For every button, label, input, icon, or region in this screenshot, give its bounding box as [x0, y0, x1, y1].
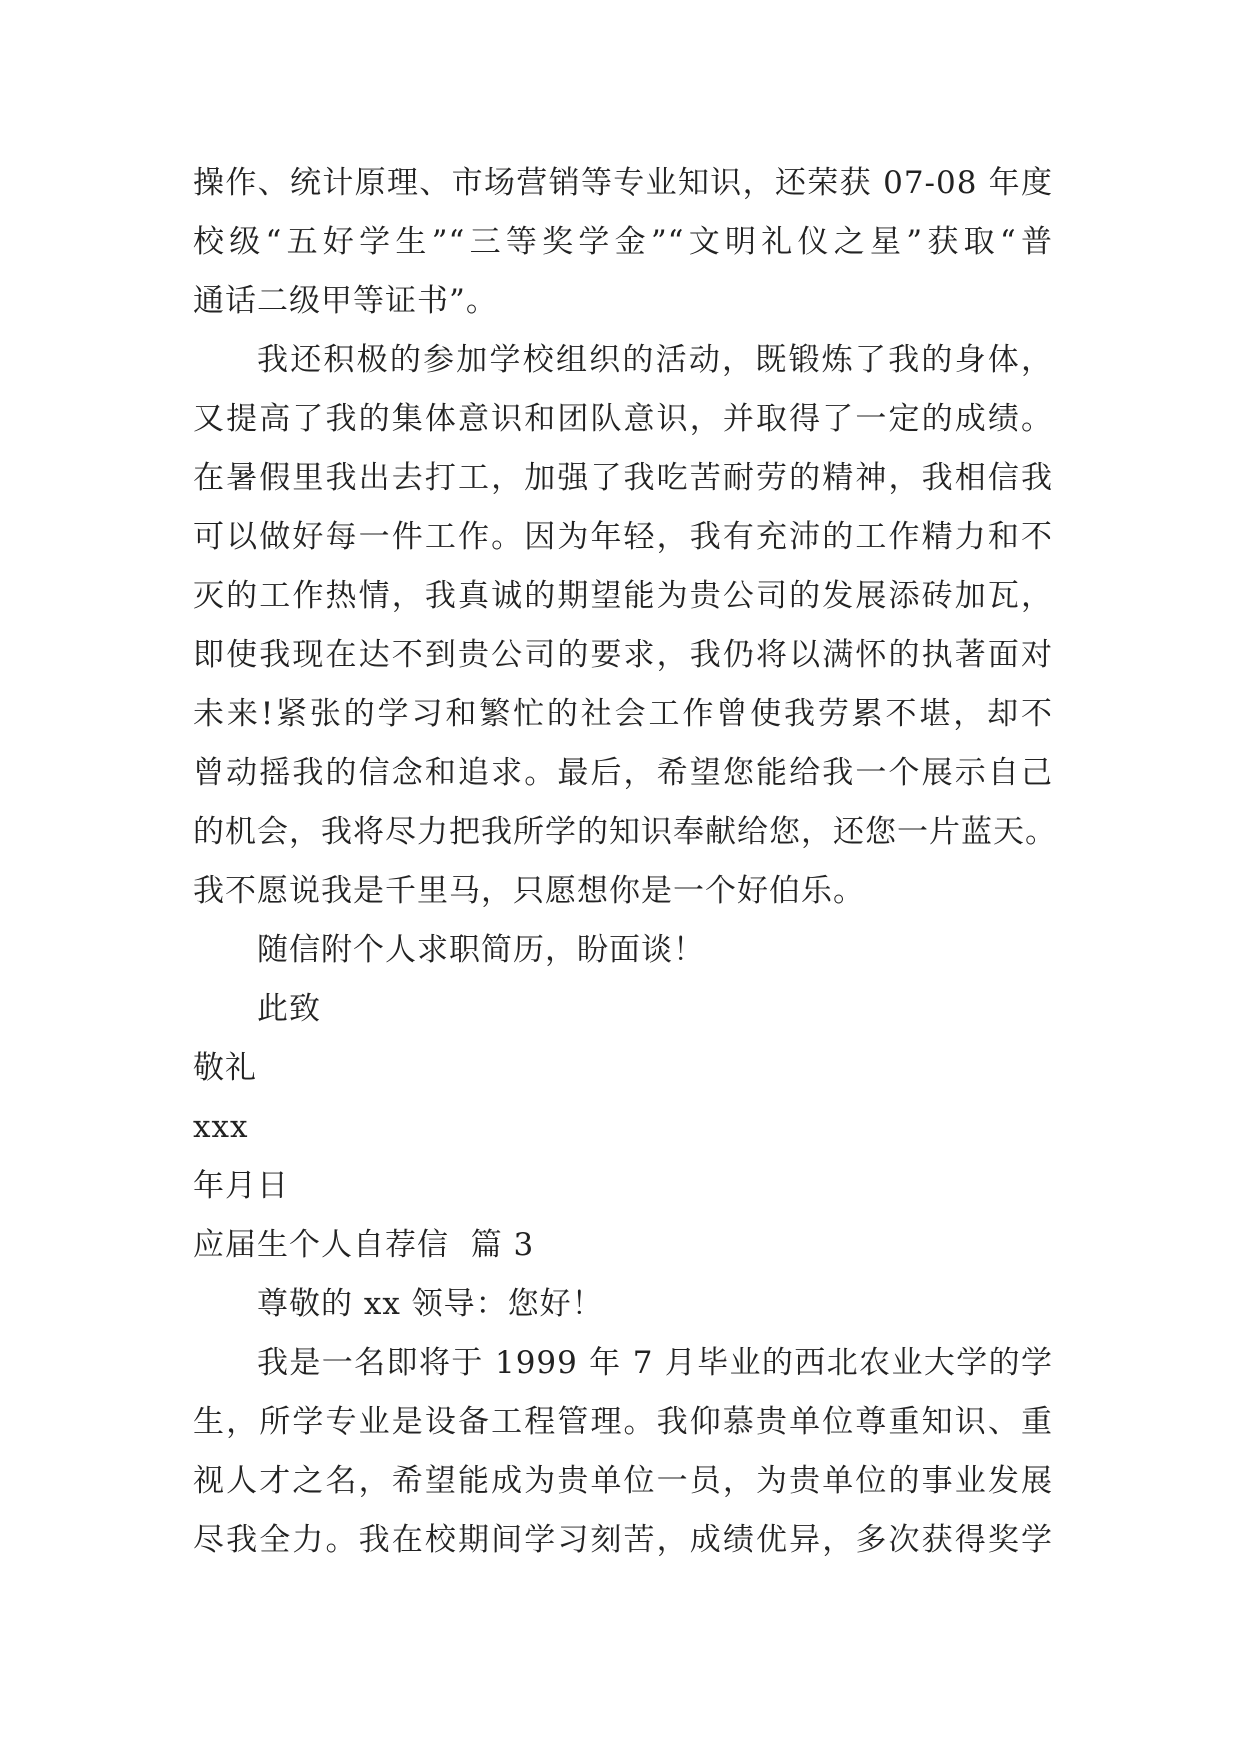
text-line: 可以做好每一件工作。因为年轻，我有充沛的工作精力和不 — [193, 519, 1053, 555]
closing-salutation: 此致 — [257, 991, 321, 1027]
text-line: 通话二级甲等证书”。 — [193, 283, 498, 319]
text-line: 尽我全力。我在校期间学习刻苦，成绩优异，多次获得奖学 — [193, 1522, 1053, 1558]
document-body — [193, 154, 1057, 1570]
text-line: 我是一名即将于 1999 年 7 月毕业的西北农业大学的学 — [257, 1345, 1053, 1381]
text-line: 又提高了我的集体意识和团队意识，并取得了一定的成绩。 — [193, 401, 1053, 437]
text-line: 视人才之名，希望能成为贵单位一员，为贵单位的事业发展 — [193, 1463, 1053, 1499]
text-line: 我还积极的参加学校组织的活动，既锻炼了我的身体， — [257, 342, 1053, 378]
signature-date: 年月日 — [193, 1168, 289, 1204]
text-line: 在暑假里我出去打工，加强了我吃苦耐劳的精神，我相信我 — [193, 460, 1053, 496]
text-line: 生，所学专业是设备工程管理。我仰慕贵单位尊重知识、重 — [193, 1404, 1053, 1440]
closing-regards: 敬礼 — [193, 1050, 257, 1086]
greeting: 尊敬的 xx 领导：您好！ — [257, 1286, 604, 1322]
section-heading: 应届生个人自荐信 篇 3 — [193, 1227, 535, 1263]
signature-name: xxx — [193, 1109, 249, 1145]
text-line: 即使我现在达不到贵公司的要求，我仍将以满怀的执著面对 — [193, 637, 1053, 673]
text-line: 我不愿说我是千里马，只愿想你是一个好伯乐。 — [193, 873, 865, 909]
text-line: 随信附个人求职简历，盼面谈！ — [257, 932, 705, 968]
text-line: 曾动摇我的信念和追求。最后，希望您能给我一个展示自己 — [193, 755, 1053, 791]
text-line: 的机会，我将尽力把我所学的知识奉献给您，还您一片蓝天。 — [193, 814, 1057, 850]
text-line: 灭的工作热情，我真诚的期望能为贵公司的发展添砖加瓦， — [193, 578, 1053, 614]
text-line: 未来!紧张的学习和繁忙的社会工作曾使我劳累不堪，却不 — [193, 696, 1053, 732]
text-line: 操作、统计原理、市场营销等专业知识，还荣获 07-08 年度 — [193, 165, 1053, 201]
text-line: 校级“五好学生”“三等奖学金”“文明礼仪之星”获取“普 — [193, 224, 1053, 260]
